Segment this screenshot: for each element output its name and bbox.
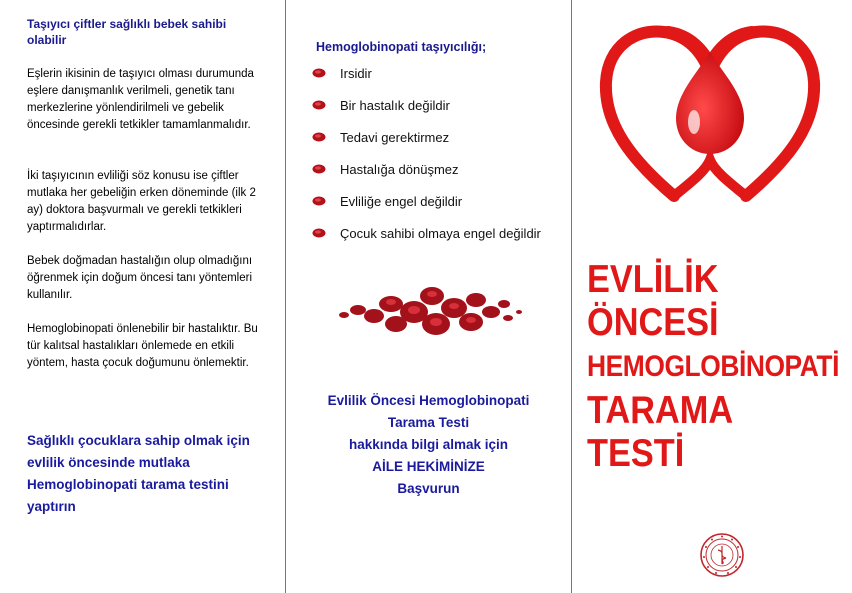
callout-line: AİLE HEKİMİNİZE [372, 459, 485, 474]
list-item [312, 96, 552, 115]
paragraph-early-pregnancy: İki taşıyıcının evliliği söz konusu ise çiftler mutlaka her gebeliğin erken döneminde (ilk 2 ay) doktora başvurmalı ve gerekli tetkikleri yaptırmalıdırlar. [27, 170, 256, 233]
double-heart-blood-drop-icon [594, 10, 826, 210]
list-item [312, 128, 552, 147]
list-item [312, 160, 552, 179]
list-item [312, 224, 552, 243]
blood-cell-bullet-icon [312, 164, 326, 174]
blood-cell-bullet-icon [312, 228, 326, 238]
title-line: EVLİLİK [587, 258, 719, 301]
list-item-text: Bir hastalık değildir [340, 98, 450, 113]
title-line: HEMOGLOBİNOPATİ [587, 350, 840, 383]
list-item-text: Tedavi gerektirmez [340, 130, 450, 145]
list-item-text: Evliliğe engel değildir [340, 194, 463, 209]
list-item-text: Hastalığa dönüşmez [340, 162, 459, 177]
blood-cell-bullet-icon [312, 196, 326, 206]
callout-line: hakkında bilgi almak için [348, 437, 509, 452]
brochure-title [587, 258, 840, 475]
carrier-list-heading: Hemoglobinopati taşıyıcılığı; [316, 40, 487, 54]
title-line: TARAMA [587, 389, 734, 432]
paragraph-prevention: Hemoglobinopati önlenebilir bir hastalıktır. Bu tür kalıtsal hastalıkları önlemede en etkili yöntem, hasta çocuk doğumunu önlemektir. [27, 323, 258, 369]
callout-line: Tarama Testi [387, 415, 470, 430]
blood-cell-bullet-icon [312, 132, 326, 142]
cover-panel [572, 0, 852, 593]
ministry-of-health-seal-icon [699, 532, 745, 578]
paragraph-counseling: Eşlerin ikisinin de taşıyıcı olması durumunda eşlere danışmanlık verilmeli, genetik tanı merkezlerine yönlendirilmeli ve gebelik öncesinde gerekli tetkikler tamamlanmalıdır. [27, 68, 254, 131]
screening-callout: Sağlıklı çocuklara sahip olmak için evlilik öncesinde mutlaka Hemoglobinopati tarama testini yaptırın [27, 433, 250, 514]
list-item [312, 64, 552, 83]
carrier-couples-heading: Taşıyıcı çiftler sağlıklı bebek sahibi olabilir [27, 17, 227, 47]
list-item-text: Irsidir [340, 66, 372, 81]
left-panel [0, 0, 285, 593]
carrier-facts-list [312, 64, 552, 256]
title-line: ÖNCESİ [587, 301, 719, 344]
blood-cell-bullet-icon [312, 68, 326, 78]
red-blood-cells-illustration-icon [336, 282, 526, 340]
blood-cell-bullet-icon [312, 100, 326, 110]
callout-line: Başvurun [397, 481, 460, 496]
list-item-text: Çocuk sahibi olmaya engel değildir [340, 226, 541, 241]
list-item [312, 192, 552, 211]
paragraph-prenatal-diagnosis: Bebek doğmadan hastalığın olup olmadığını öğrenmek için doğum öncesi tanı yöntemleri kullanılır. [27, 255, 253, 301]
callout-line: Evlilik Öncesi Hemoglobinopati [327, 393, 530, 408]
family-doctor-callout [286, 390, 571, 500]
middle-panel [286, 0, 571, 593]
title-line: TESTİ [587, 432, 685, 475]
